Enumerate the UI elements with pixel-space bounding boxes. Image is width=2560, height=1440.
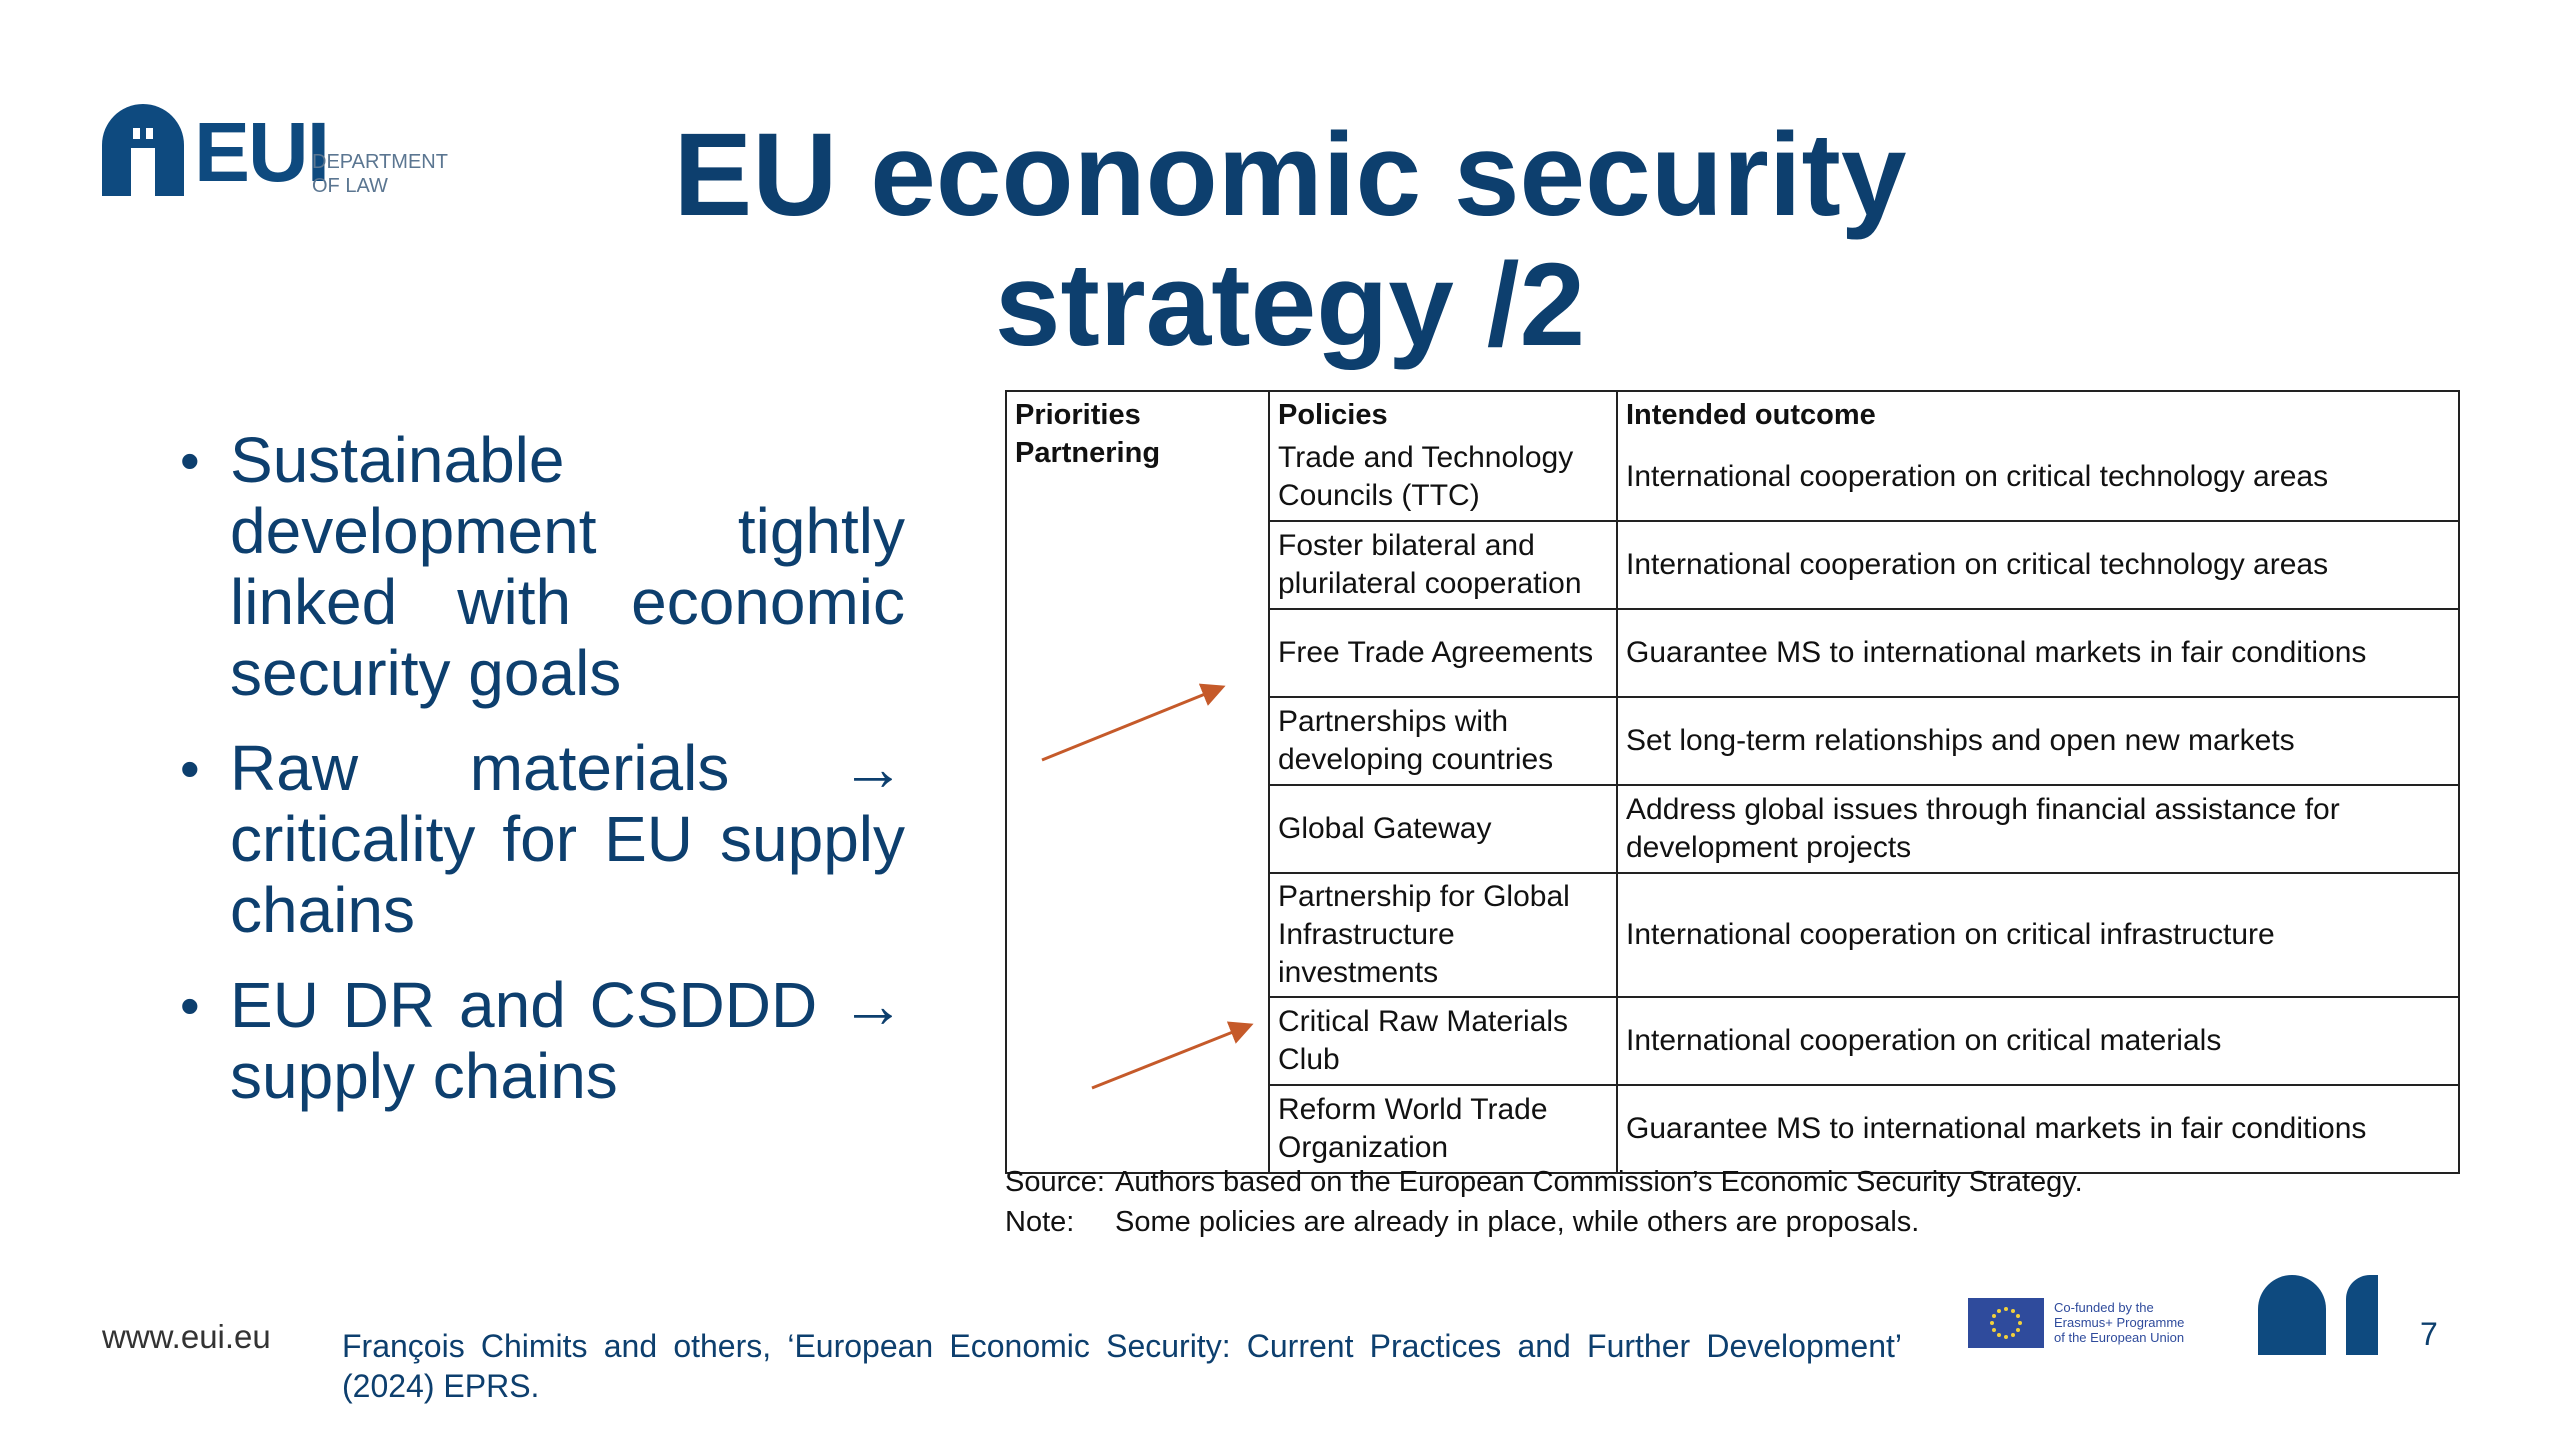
footer-citation: François Chimits and others, ‘European Economic Security: Current Practices and Further Development’ (2024) EPRS. (342, 1328, 1902, 1404)
title-line1: EU economic security (673, 109, 1907, 241)
note-label: Note: (1005, 1206, 1075, 1238)
header-intended-outcome: Intended outcome (1617, 391, 2459, 434)
note-text: Some policies are already in place, while others are proposals. (1115, 1206, 1920, 1238)
source-line (1005, 1162, 2465, 1202)
logo-sub-line2: OF LAW (312, 175, 388, 197)
bullet-list (180, 425, 905, 1136)
bullet-item (180, 425, 905, 709)
eui-logo (102, 100, 462, 200)
eui-footer-logo-icon (2258, 1275, 2378, 1355)
bullet-text: Sustainable development tightly linked with economic security goals (230, 424, 905, 709)
logo-wordmark: EUI (194, 105, 329, 199)
policy-cell: Global Gateway (1269, 785, 1617, 873)
eu-line2: Erasmus+ Programme (2054, 1315, 2185, 1330)
policy-cell: Trade and Technology Councils (TTC) (1269, 434, 1617, 521)
eui-logo-mark-icon (102, 104, 184, 196)
source-note (1005, 1162, 2465, 1242)
policy-cell: Partnership for Global Infrastructure investments (1269, 873, 1617, 997)
policy-cell: Reform World Trade Organization (1269, 1085, 1617, 1173)
page-number: 7 (2420, 1316, 2438, 1352)
eu-line1: Co-funded by the (2054, 1300, 2154, 1315)
outcome-cell: Guarantee MS to international markets in fair conditions (1617, 609, 2459, 697)
bullet-dot-icon: • (180, 429, 200, 492)
source-label: Source: (1005, 1166, 1105, 1198)
outcome-cell: International cooperation on critical technology areas (1617, 521, 2459, 609)
bullet-item (180, 970, 905, 1112)
header-priorities: Priorities (1006, 391, 1269, 434)
policy-cell: Critical Raw Materials Club (1269, 997, 1617, 1085)
logo-sub-line1: DEPARTMENT (312, 151, 448, 173)
slide-title (560, 110, 2020, 370)
table-row (1006, 434, 2459, 521)
outcome-cell: Address global issues through financial assistance for development projects (1617, 785, 2459, 873)
eu-flag-icon (1968, 1298, 2044, 1348)
outcome-cell: International cooperation on critical technology areas (1617, 434, 2459, 521)
outcome-cell: International cooperation on critical infrastructure (1617, 873, 2459, 997)
logo-subtitle (312, 150, 448, 198)
source-text: Authors based on the European Commission’s Economic Security Strategy. (1115, 1166, 2083, 1198)
bullet-dot-icon: • (180, 974, 200, 1037)
bullet-dot-icon: • (180, 737, 200, 800)
eu-line3: of the European Union (2054, 1330, 2185, 1345)
note-line (1005, 1202, 2465, 1242)
outcome-cell: Guarantee MS to international markets in fair conditions (1617, 1085, 2459, 1173)
eu-cofunded-text (2054, 1300, 2224, 1345)
policy-cell: Foster bilateral and plurilateral cooperation (1269, 521, 1617, 609)
bullet-text: EU DR and CSDDD → supply chains (230, 969, 905, 1112)
bullet-text: Raw materials → criticality for EU supply chains (230, 732, 905, 946)
table-header-row (1006, 391, 2459, 434)
policy-table (1005, 390, 2460, 1174)
policy-cell: Free Trade Agreements (1269, 609, 1617, 697)
footer-url-link[interactable]: www.eui.eu (102, 1318, 271, 1355)
outcome-cell: International cooperation on critical materials (1617, 997, 2459, 1085)
title-line2: strategy /2 (994, 239, 1586, 371)
bullet-item (180, 733, 905, 946)
outcome-cell: Set long-term relationships and open new markets (1617, 697, 2459, 785)
header-policies: Policies (1269, 391, 1617, 434)
priority-cell: Partnering (1006, 434, 1269, 1173)
policy-cell: Partnerships with developing countries (1269, 697, 1617, 785)
